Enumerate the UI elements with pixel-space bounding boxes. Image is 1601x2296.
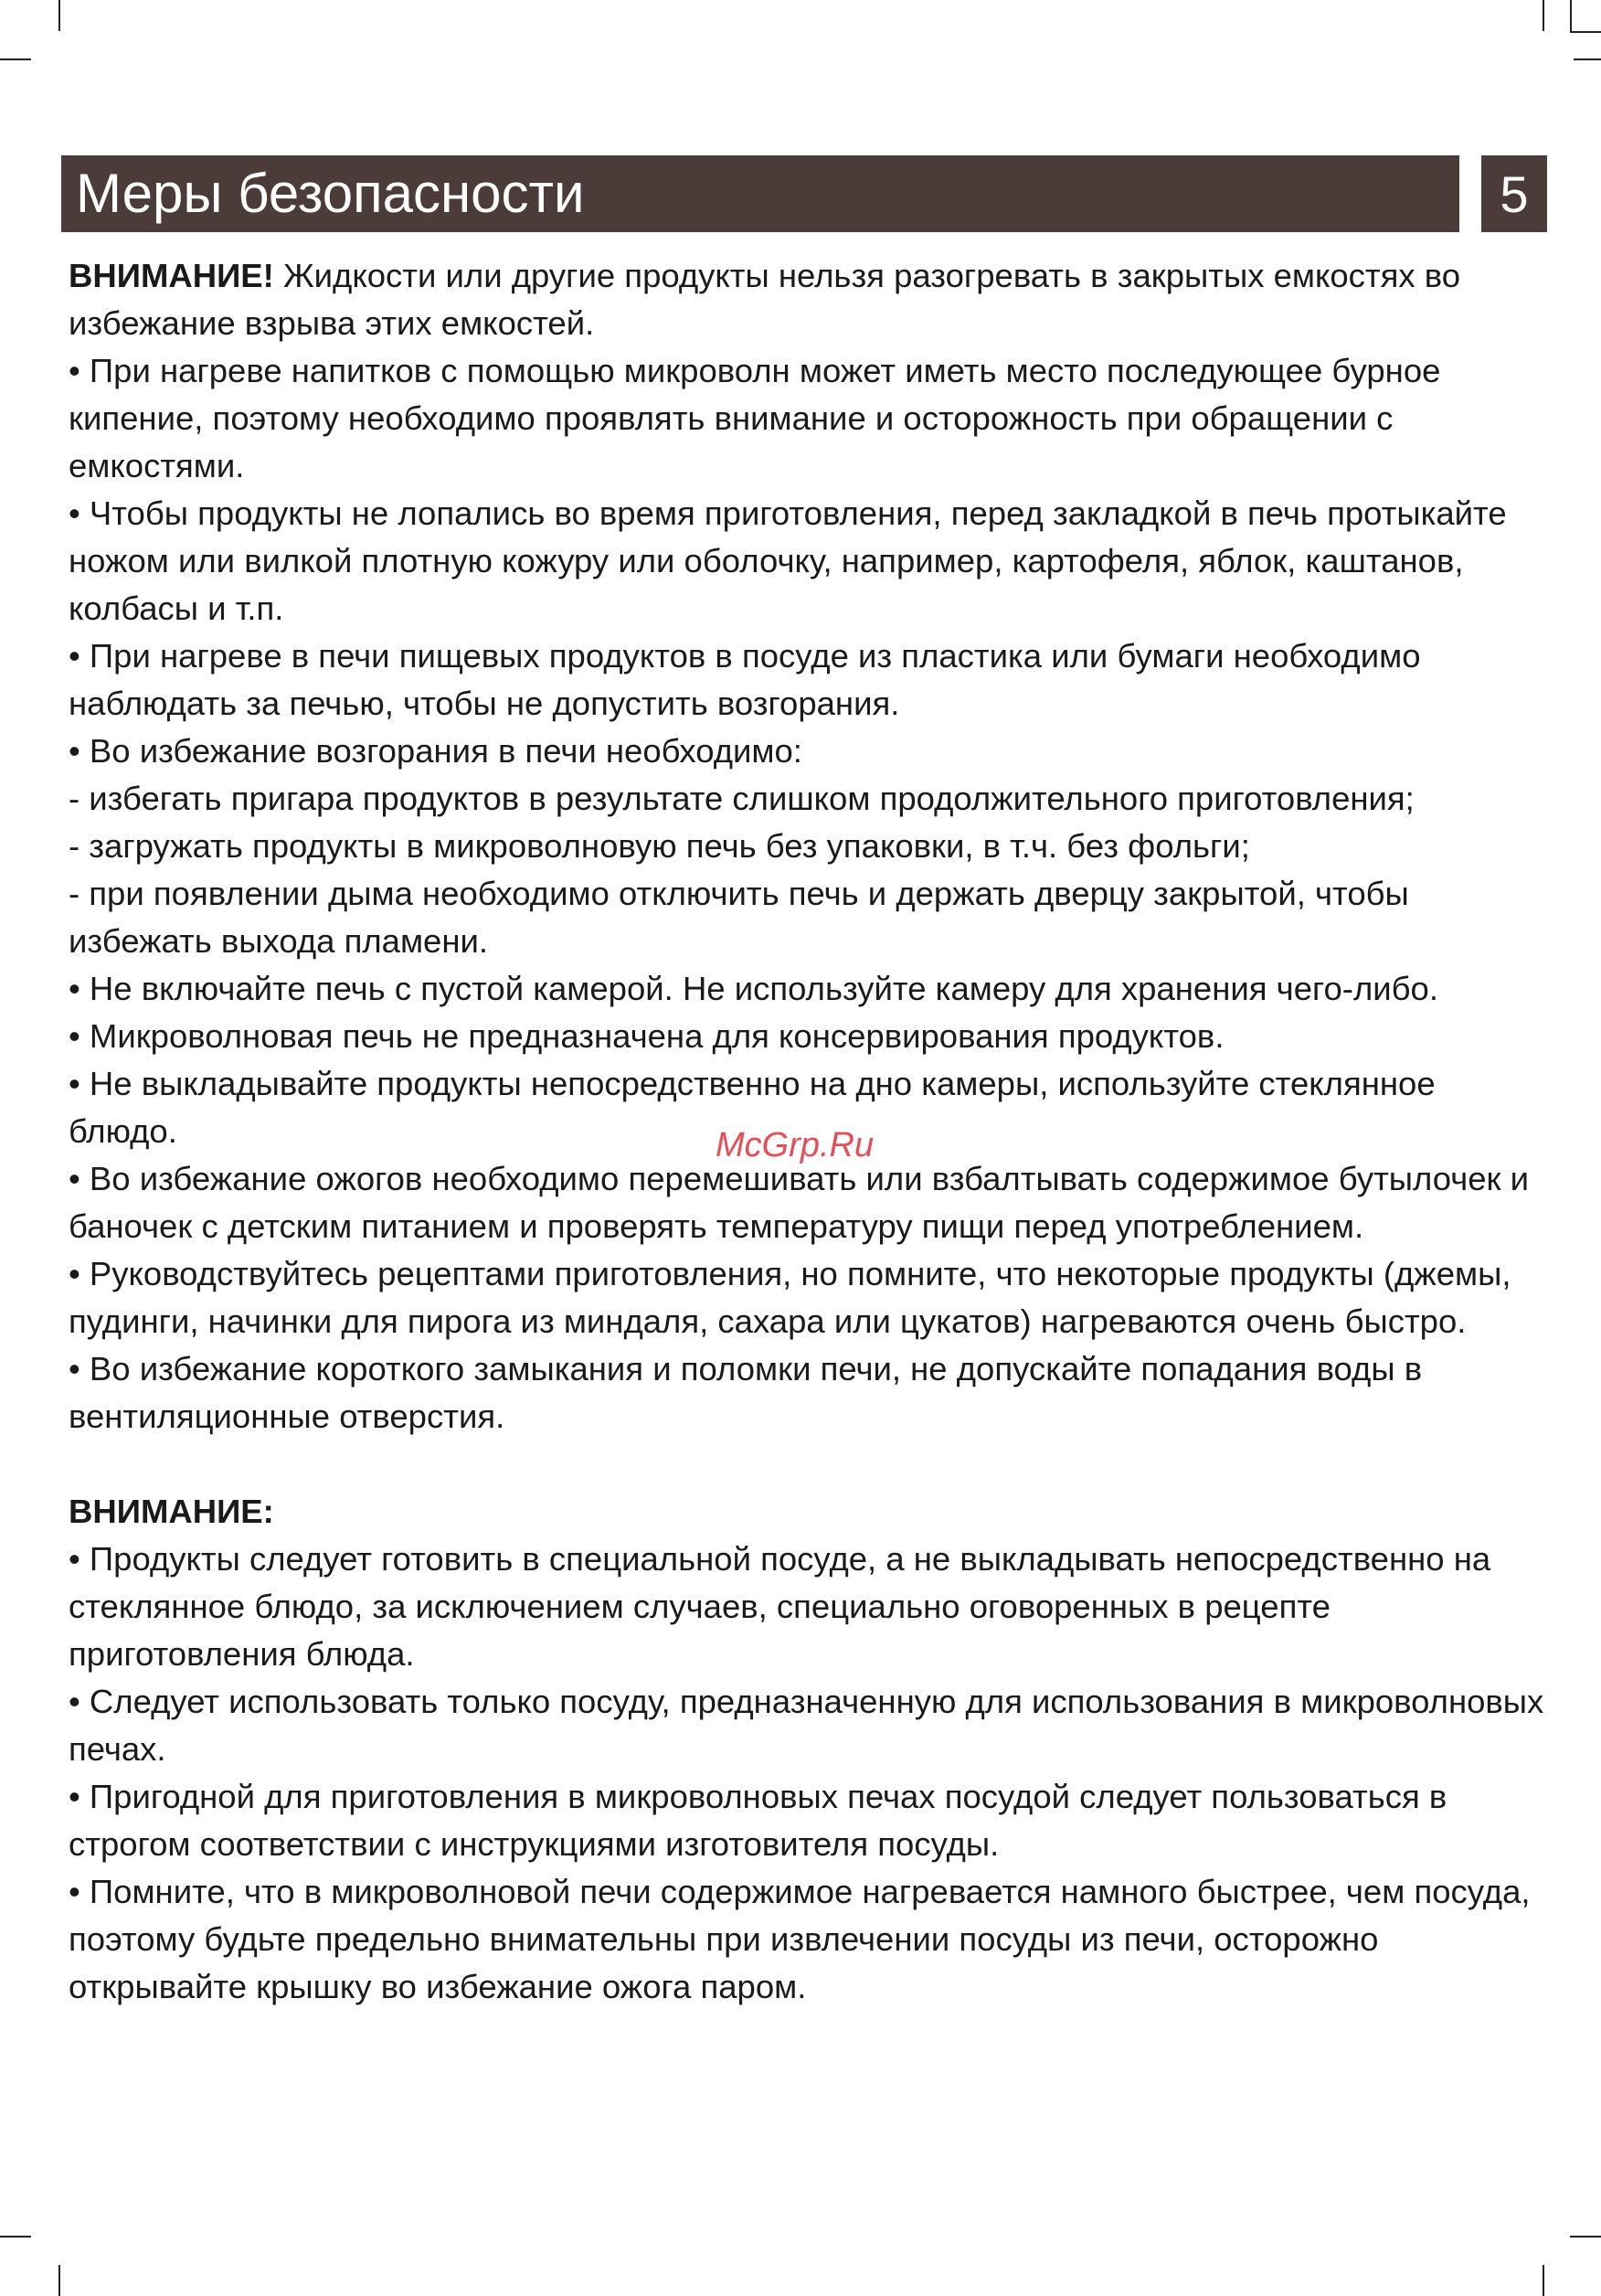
crop-mark <box>58 2265 60 2296</box>
crop-mark <box>1543 0 1544 31</box>
list-item: • Продукты следует готовить в специальной посуде, а не выкладывать непосредственно на стеклянное блюдо, за исключением случаев, специально оговоренных в рецепте приготовления блюда. <box>69 1540 1491 1673</box>
crop-mark <box>0 2236 31 2238</box>
crop-mark <box>1570 31 1601 33</box>
list-item: - загружать продукты в микроволновую печь без упаковки, в т.ч. без фольги; <box>69 827 1250 865</box>
warning-label: ВНИМАНИЕ! <box>69 257 274 294</box>
crop-mark <box>1570 2236 1601 2238</box>
list-item: • Руководствуйтесь рецептами приготовления, но помните, что некоторые продукты (джемы, пудинги, начинки для пирога из миндаля, сахара или цукатов) нагреваются очень быстро. <box>69 1255 1511 1340</box>
crop-mark <box>0 58 31 60</box>
watermark: McGrp.Ru <box>716 1126 875 1164</box>
warning-label-2: ВНИМАНИЕ: <box>69 1493 274 1530</box>
crop-mark <box>1574 58 1601 60</box>
list-item: • Не включайте печь с пустой камерой. Не используйте камеру для хранения чего-либо. <box>69 970 1438 1007</box>
warning-text: Жидкости или другие продукты нельзя разогревать в закрытых емкостях во избежание взрыва этих емкостей. <box>69 257 1461 342</box>
list-item: • Во избежание короткого замыкания и поломки печи, не допускайте попадания воды в вентиляционные отверстия. <box>69 1350 1423 1435</box>
list-item: • Помните, что в микроволновой печи содержимое нагревается намного быстрее, чем посуда, поэтому будьте предельно внимательны при извлечении посуды из печи, осторожно открывайте крышку во избежание ожога паром. <box>69 1873 1531 2005</box>
list-item: • Во избежание возгорания в печи необходимо: <box>69 732 802 770</box>
page-number: 5 <box>1481 155 1547 232</box>
list-item: • Чтобы продукты не лопались во время приготовления, перед закладкой в печь протыкайте ножом или вилкой плотную кожуру или оболочку, например, картофеля, яблок, каштанов, колбасы и т.п. <box>69 494 1507 627</box>
list-item: • Пригодной для приготовления в микроволновых печах посудой следует пользоваться в строгом соответствии с инструкциями изготовителя посуды. <box>69 1778 1447 1863</box>
section-header <box>61 155 1459 232</box>
list-item: • При нагреве в печи пищевых продуктов в посуде из пластика или бумаги необходимо наблюдать за печью, чтобы не допустить возгорания. <box>69 637 1421 722</box>
list-item: - при появлении дыма необходимо отключить печь и держать дверцу закрытой, чтобы избежать выхода пламени. <box>69 875 1409 960</box>
crop-mark <box>1570 0 1572 31</box>
spacer <box>69 1440 1549 1488</box>
list-item: - избегать пригара продуктов в результате слишком продолжительного приготовления; <box>69 780 1415 817</box>
page-title: Меры безопасности <box>76 163 585 224</box>
list-item: • Следует использовать только посуду, предназначенную для использования в микроволновых печах. <box>69 1683 1544 1768</box>
list-item: • При нагреве напитков с помощью микроволн может иметь место последующее бурное кипение, поэтому необходимо проявлять внимание и осторожность при обращении с емкостями. <box>69 352 1441 484</box>
crop-mark <box>1543 2265 1544 2296</box>
list-item: • Не выкладывайте продукты непосредственно на дно камеры, используйте стеклянное блюдо. <box>69 1065 1436 1150</box>
warning-paragraph <box>69 252 1549 347</box>
list-item: • Микроволновая печь не предназначена для консервирования продуктов. <box>69 1017 1225 1055</box>
list-item: • Во избежание ожогов необходимо перемешивать или взбалтывать содержимое бутылочек и баночек с детским питанием и проверять температуру пищи перед употреблением. <box>69 1160 1530 1245</box>
crop-mark <box>58 0 60 31</box>
